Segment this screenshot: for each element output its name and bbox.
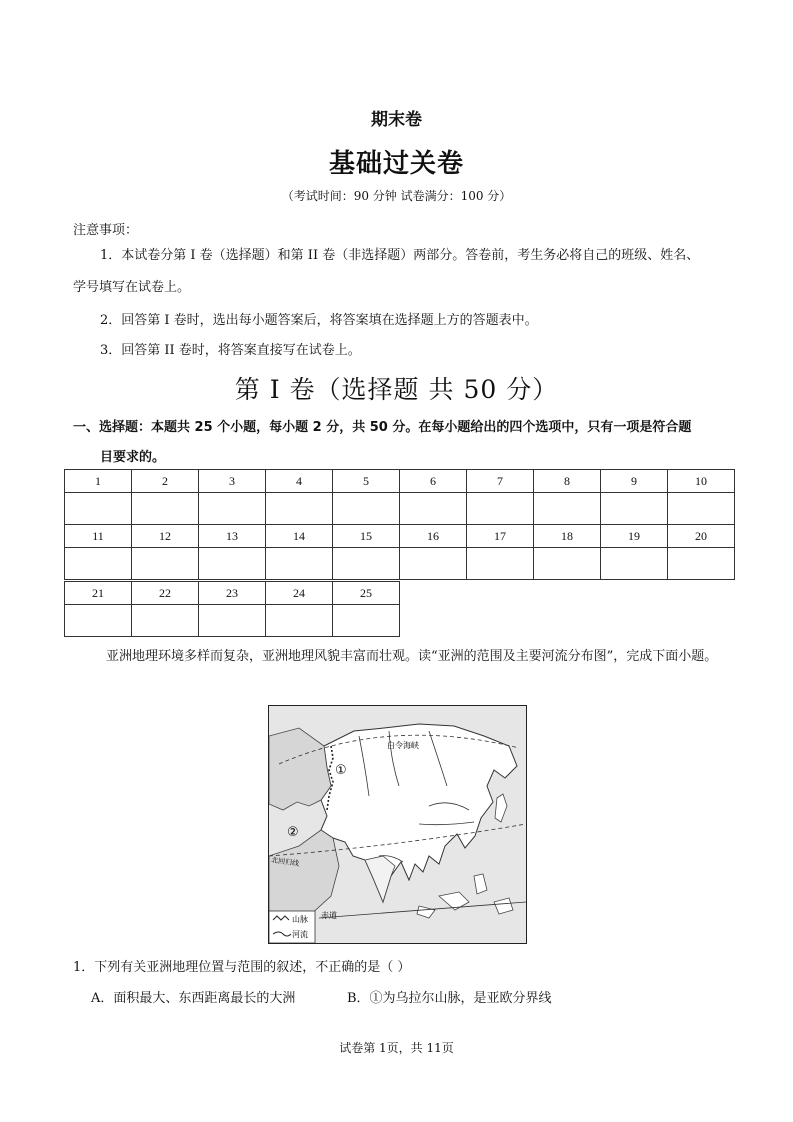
answer-number-row-3 — [65, 582, 400, 605]
asia-map-figure — [268, 705, 527, 944]
map-label-tropic: 北回归线 — [270, 856, 300, 868]
answer-cell[interactable] — [132, 548, 199, 580]
answer-cell[interactable] — [132, 493, 199, 525]
map-label-2: ② — [287, 825, 299, 840]
answer-number: 11 — [65, 525, 132, 548]
notes-heading: 注意事项： — [73, 223, 139, 238]
answer-number-row-2 — [65, 525, 735, 548]
map-label-1: ① — [335, 763, 347, 778]
exam-subtitle: 期末卷 — [371, 110, 422, 130]
answer-cell[interactable] — [266, 548, 333, 580]
question-1-option-b[interactable]: B．①为乌拉尔山脉，是亚欧分界线 — [347, 991, 552, 1006]
answer-table-row-3 — [64, 581, 400, 637]
exam-title: 基础过关卷 — [328, 149, 464, 179]
note-item-1-line-1: 1．本试卷分第 I 卷（选择题）和第 II 卷（非选择题）两部分。答卷前，考生务必将自己的班级、姓名、 — [100, 248, 700, 263]
answer-cell[interactable] — [400, 548, 467, 580]
answer-number: 8 — [534, 470, 601, 493]
answer-number: 4 — [266, 470, 333, 493]
question-1-option-a[interactable]: A．面积最大、东西距离最长的大洲 — [91, 991, 296, 1006]
section-title: 第 I 卷（选择题 共 50 分） — [234, 375, 559, 404]
answer-cell[interactable] — [266, 493, 333, 525]
answer-number: 15 — [333, 525, 400, 548]
question-1-stem: 1．下列有关亚洲地理位置与范围的叙述，不正确的是（ ） — [73, 960, 411, 975]
answer-number: 20 — [668, 525, 735, 548]
note-item-1-line-2: 学号填写在试卷上。 — [73, 280, 191, 295]
answer-number: 23 — [199, 582, 266, 605]
answer-number: 2 — [132, 470, 199, 493]
answer-cell[interactable] — [467, 493, 534, 525]
answer-cell[interactable] — [333, 605, 400, 637]
answer-number-row-1 — [65, 470, 735, 493]
answer-number: 9 — [601, 470, 668, 493]
note-item-3: 3．回答第 II 卷时，将答案直接写在试卷上。 — [100, 343, 361, 358]
answer-cell[interactable] — [400, 493, 467, 525]
question-intro: 亚洲地理环境多样而复杂，亚洲地理风貌丰富而壮观。读“亚洲的范围及主要河流分布图”，完成下面小题。 — [106, 649, 718, 664]
answer-cell[interactable] — [199, 605, 266, 637]
answer-number: 19 — [601, 525, 668, 548]
answer-number: 5 — [333, 470, 400, 493]
answer-cell[interactable] — [65, 605, 132, 637]
answer-number: 1 — [65, 470, 132, 493]
answer-cell[interactable] — [266, 605, 333, 637]
answer-number: 7 — [467, 470, 534, 493]
answer-number: 13 — [199, 525, 266, 548]
legend-river-label: 河流 — [292, 930, 308, 939]
answer-number: 22 — [132, 582, 199, 605]
page-footer: 试卷第 1页，共 11页 — [339, 1041, 454, 1055]
answer-cell[interactable] — [132, 605, 199, 637]
answer-cell[interactable] — [668, 548, 735, 580]
exam-time-info: （考试时间：90 分钟 试卷满分：100 分） — [281, 189, 512, 203]
answer-cell[interactable] — [333, 493, 400, 525]
section-instruction — [73, 413, 733, 473]
section-instruction-line-2: 目要求的。 — [100, 450, 166, 465]
legend-mountain-label: 山脉 — [292, 915, 308, 924]
answer-blank-row-2 — [65, 548, 735, 580]
answer-number: 12 — [132, 525, 199, 548]
section-instruction-line-1: 一、选择题：本题共 25 个小题，每小题 2 分，共 50 分。在每小题给出的四个选项中，只有一项是符合题 — [73, 420, 692, 435]
map-label-bering-strait: 白令海峡 — [387, 741, 419, 750]
answer-number: 18 — [534, 525, 601, 548]
answer-number: 10 — [668, 470, 735, 493]
answer-cell[interactable] — [199, 493, 266, 525]
map-label-equator: 赤道 — [321, 911, 337, 920]
answer-cell[interactable] — [534, 548, 601, 580]
answer-blank-row-1 — [65, 493, 735, 525]
answer-number: 25 — [333, 582, 400, 605]
answer-table — [64, 469, 735, 580]
asia-map-svg — [269, 706, 526, 943]
answer-cell[interactable] — [534, 493, 601, 525]
answer-number: 24 — [266, 582, 333, 605]
answer-number: 16 — [400, 525, 467, 548]
answer-cell[interactable] — [333, 548, 400, 580]
answer-number: 21 — [65, 582, 132, 605]
answer-number: 3 — [199, 470, 266, 493]
answer-number: 14 — [266, 525, 333, 548]
answer-cell[interactable] — [668, 493, 735, 525]
answer-number: 6 — [400, 470, 467, 493]
answer-number: 17 — [467, 525, 534, 548]
answer-cell[interactable] — [601, 548, 668, 580]
answer-cell[interactable] — [601, 493, 668, 525]
answer-cell[interactable] — [199, 548, 266, 580]
answer-cell[interactable] — [65, 493, 132, 525]
answer-blank-row-3 — [65, 605, 400, 637]
note-item-2: 2．回答第 I 卷时，选出每小题答案后，将答案填在选择题上方的答题表中。 — [100, 313, 538, 328]
answer-cell[interactable] — [65, 548, 132, 580]
answer-cell[interactable] — [467, 548, 534, 580]
